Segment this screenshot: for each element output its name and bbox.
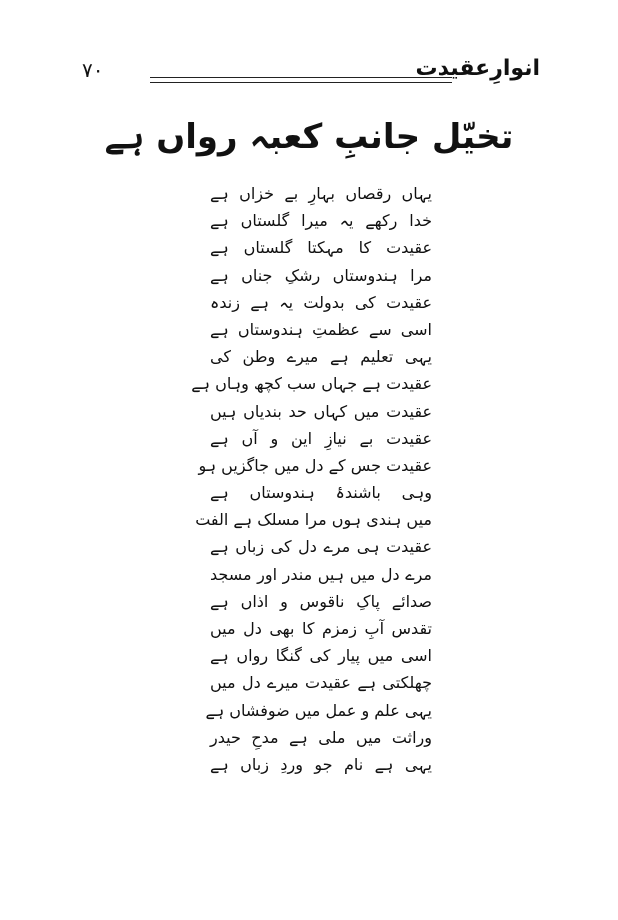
verse-line: یہی علم و عمل میں ضوفشاں ہے xyxy=(205,700,432,720)
verse-line: عقیدت ہے جہاں سب کچھ وہاں ہے xyxy=(191,374,432,394)
verse-line: اسی میں پیار کی گنگا رواں ہے xyxy=(210,646,432,666)
verse-line: یہی ہے نام جو وردِ زباں ہے xyxy=(210,754,432,774)
header-rule-bottom xyxy=(150,82,452,83)
verse-line: میں ہندی ہوں مرا مسلک ہے الفت xyxy=(195,510,432,530)
verse-line: وہی باشندۂ ہندوستاں ہے xyxy=(210,483,432,503)
verse-line: عقیدت ہی مرے دل کی زباں ہے xyxy=(210,537,432,557)
verse-line: عقیدت کی بدولت یہ ہے زندہ xyxy=(210,292,432,312)
verse-line: عقیدت کا مہکتا گلستاں ہے xyxy=(210,238,432,258)
verse-line: عقیدت جس کے دل میں جاگزیں ہو xyxy=(198,455,432,475)
verse-line: خدا رکھے یہ میرا گلستاں ہے xyxy=(210,211,432,231)
verse-line: چھلکتی ہے عقیدت میرے دل میں xyxy=(210,673,432,693)
header-rule-top xyxy=(150,77,452,78)
verse-line: مرے دل میں ہیں مندر اور مسجد xyxy=(210,564,432,584)
verse-line: یہاں رقصاں بہارِ بے خزاں ہے xyxy=(210,184,432,203)
poem-title: تخیّل جانبِ کعبہ رواں ہے xyxy=(104,117,514,157)
verse-line: اسی سے عظمتِ ہندوستاں ہے xyxy=(210,319,432,339)
verse-line: یہی تعلیم ہے میرے وطن کی xyxy=(210,347,432,367)
verse-line: عقیدت میں کہاں حد بندیاں ہیں xyxy=(210,401,432,421)
running-header-title: انوارِعقیدت xyxy=(415,56,540,81)
verse-line: مرا ہندوستاں رشکِ جناں ہے xyxy=(210,265,432,285)
verse-line: وراثت میں ملی ہے مدحِ حیدر xyxy=(210,727,432,747)
poem-verses xyxy=(191,180,432,778)
page-number: ۷۰ xyxy=(82,58,104,82)
verse-line: تقدس آبِ زمزم کا بھی دل میں xyxy=(210,619,432,638)
verse-line: صدائے پاکِ ناقوس و اذاں ہے xyxy=(210,591,432,611)
verse-line: عقیدت بے نیازِ این و آں ہے xyxy=(210,428,432,448)
